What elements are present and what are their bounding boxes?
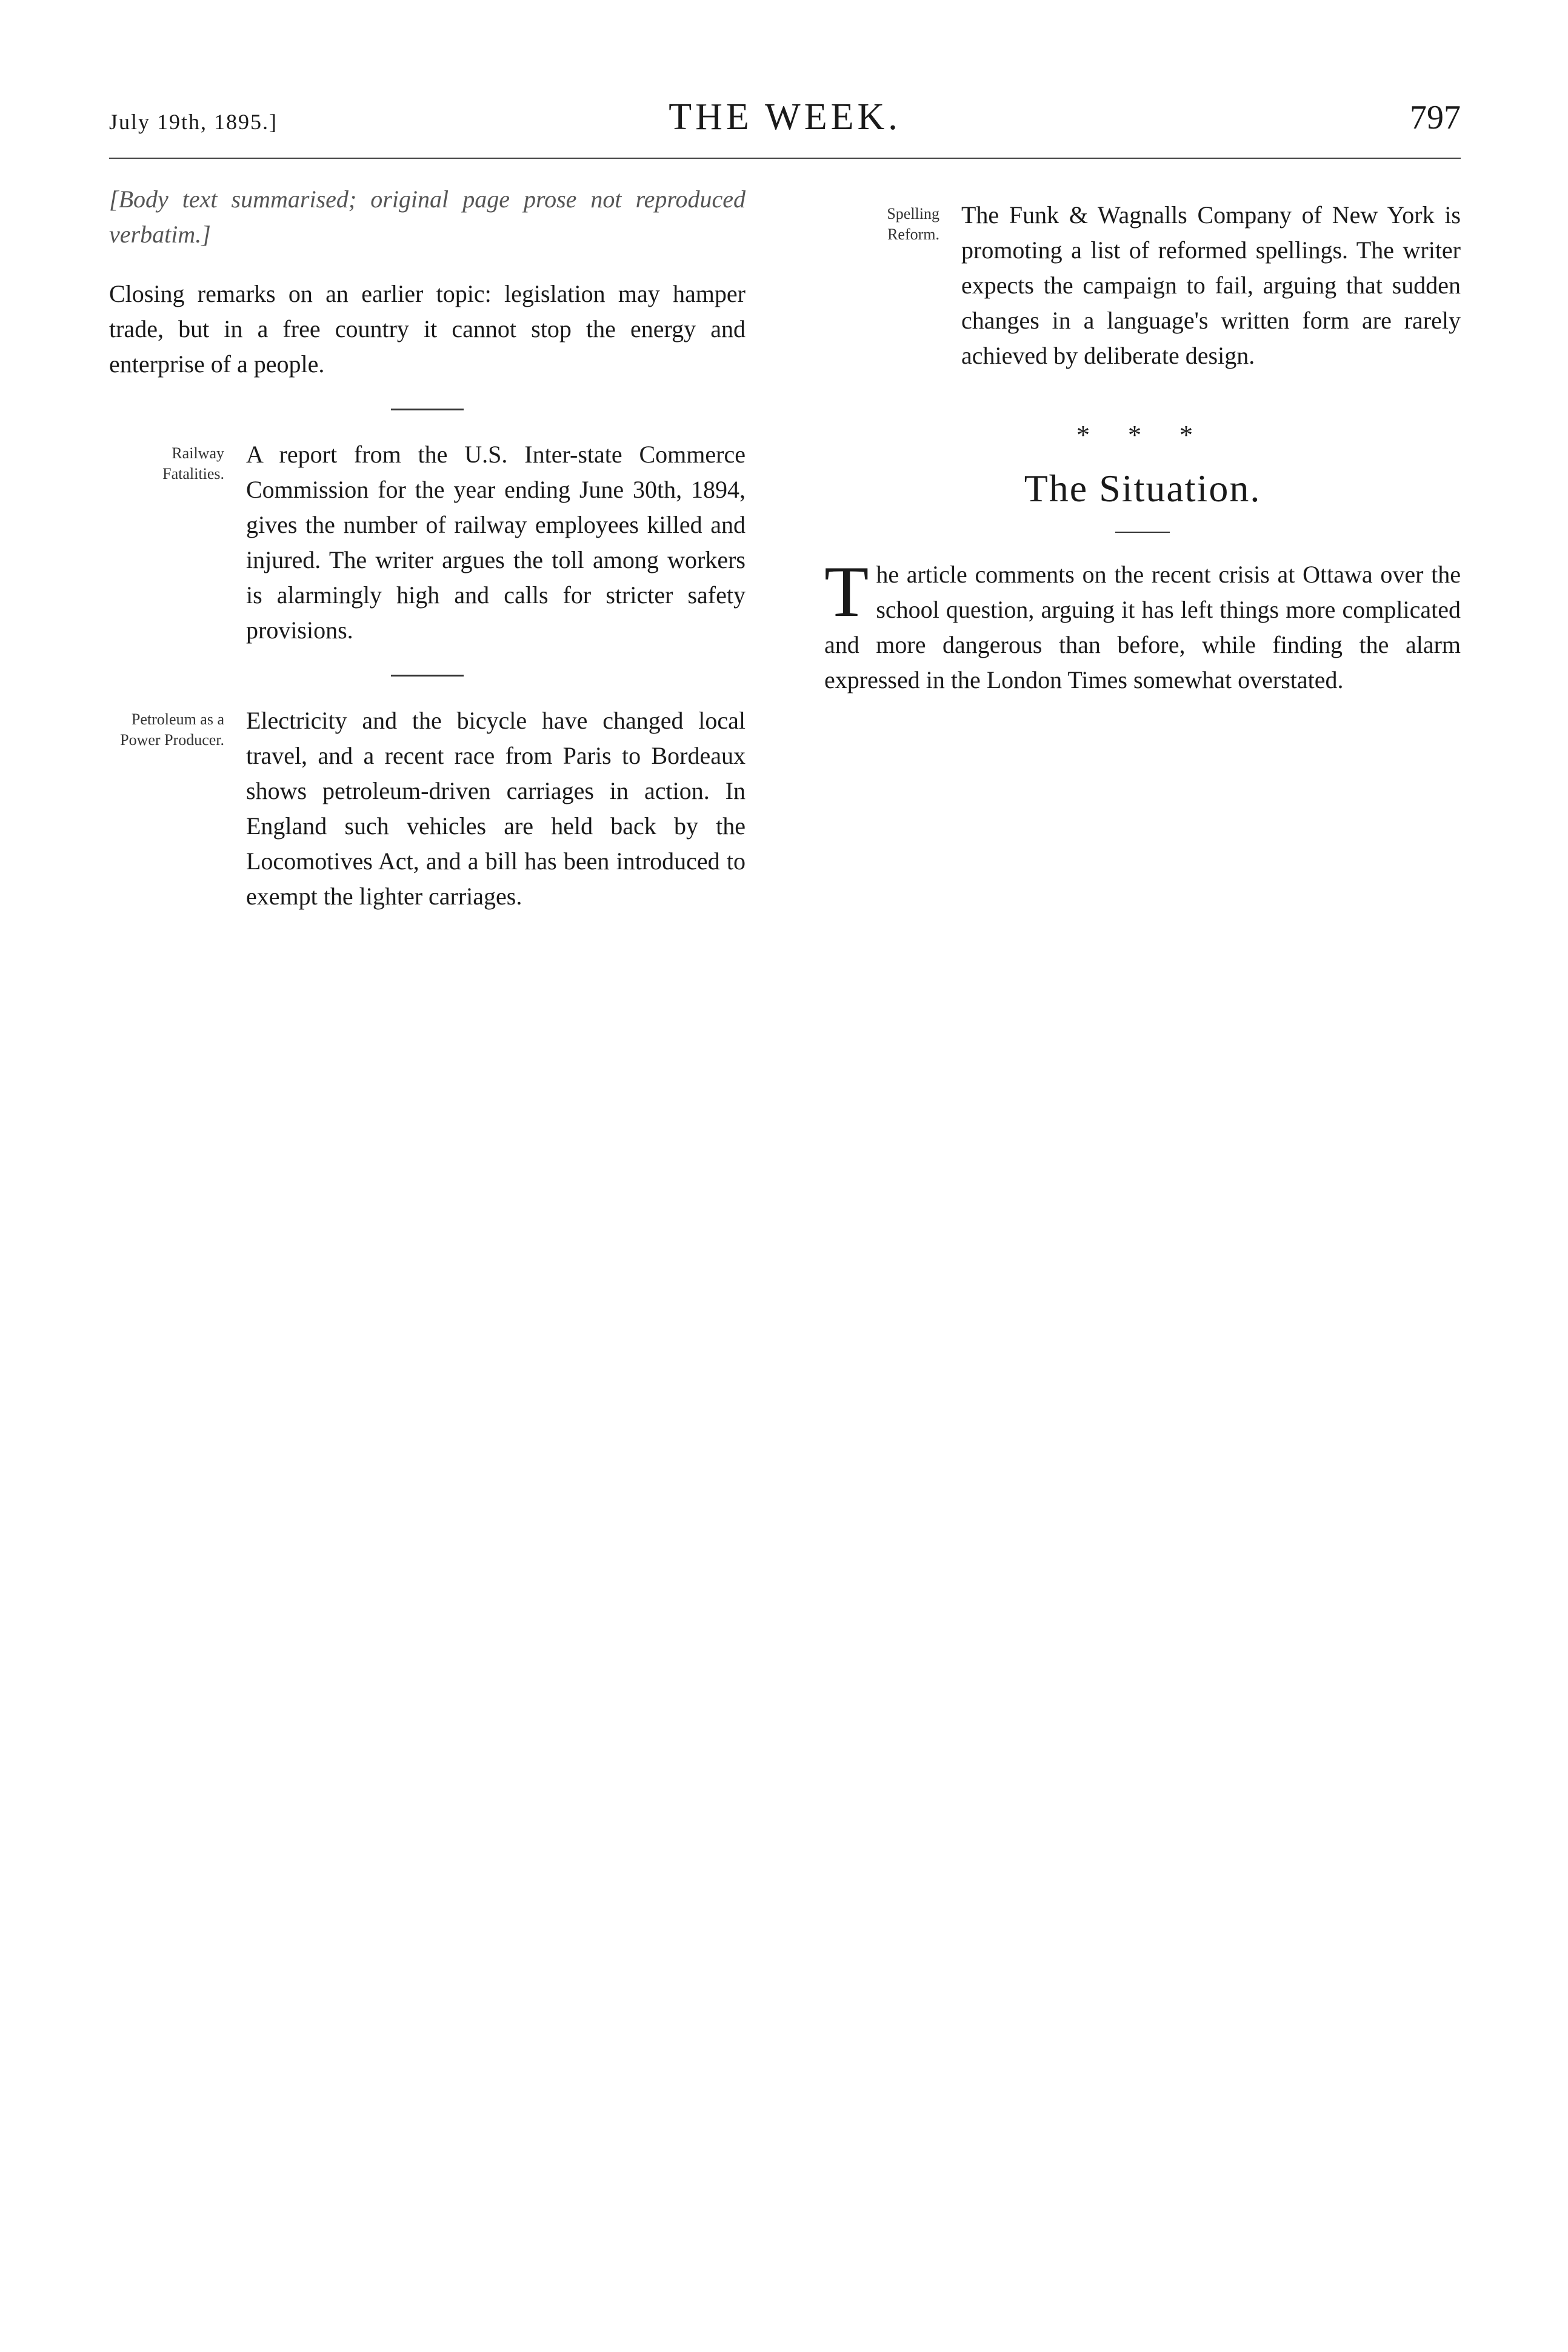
article-body: Electricity and the bicycle have changed local travel, and a recent race from Paris to Bordeaux shows petroleum-driven carriages in action. In England such vehicles are held back by the Locomotives Act, and a bill has been introduced to exempt the lighter carriages. <box>246 707 746 910</box>
publication-title: THE WEEK. <box>669 96 901 138</box>
sidehead-petroleum-power <box>109 703 224 914</box>
newspaper-page <box>109 91 1461 2273</box>
sidehead-railway-fatalities <box>109 437 224 648</box>
sidehead-line: Fatalities. <box>162 464 224 483</box>
lead-paragraph: Closing remarks on an earlier topic: legislation may hamper trade, but in a free country it cannot stop the energy and enterprise of a people. <box>109 280 746 378</box>
issue-date: July 19th, 1895.] <box>109 110 278 134</box>
sidehead-spelling-reform <box>824 198 939 373</box>
sidehead-line: Petroleum as a <box>131 710 224 728</box>
asterism-divider: * * * <box>1076 420 1209 450</box>
article-spelling-reform <box>824 198 1461 373</box>
left-column <box>109 182 746 930</box>
sidehead-line: Spelling <box>887 205 939 222</box>
heading-rule <box>1115 532 1170 533</box>
right-column <box>824 182 1461 722</box>
section-paragraph <box>824 550 1461 698</box>
section-body: he article comments on the recent crisis at Ottawa over the school question, arguing it has left things more complicated and more dangerous than before, while finding the alarm expressed in the London Times somewhat overstated. <box>824 560 1461 693</box>
section-divider <box>391 409 464 410</box>
drop-cap: T <box>824 550 869 632</box>
section-divider <box>391 675 464 677</box>
sidehead-line: Railway <box>172 444 224 462</box>
article-body: The Funk & Wagnalls Company of New York is promoting a list of reformed spellings. The writer expects the campaign to fail, arguing that sudden changes in a language's written form are rarely achieved by deliberate design. <box>961 201 1461 369</box>
summary-notice: [Body text summarised; original page prose not reproduced verbatim.] <box>109 185 746 248</box>
sidehead-line: Reform. <box>887 225 939 243</box>
article-railway-fatalities <box>109 437 746 648</box>
article-petroleum-power <box>109 703 746 914</box>
section-heading: The Situation. <box>1024 466 1261 510</box>
page-number: 797 <box>1410 99 1461 136</box>
running-head <box>109 91 1461 159</box>
sidehead-line: Power Producer. <box>120 730 224 749</box>
article-body: A report from the U.S. Inter-state Commerce Commission for the year ending June 30th, 1894, gives the number of railway employees killed and injured. The writer argues the toll among workers is alarmingly high and calls for stricter safety provisions. <box>246 441 746 644</box>
